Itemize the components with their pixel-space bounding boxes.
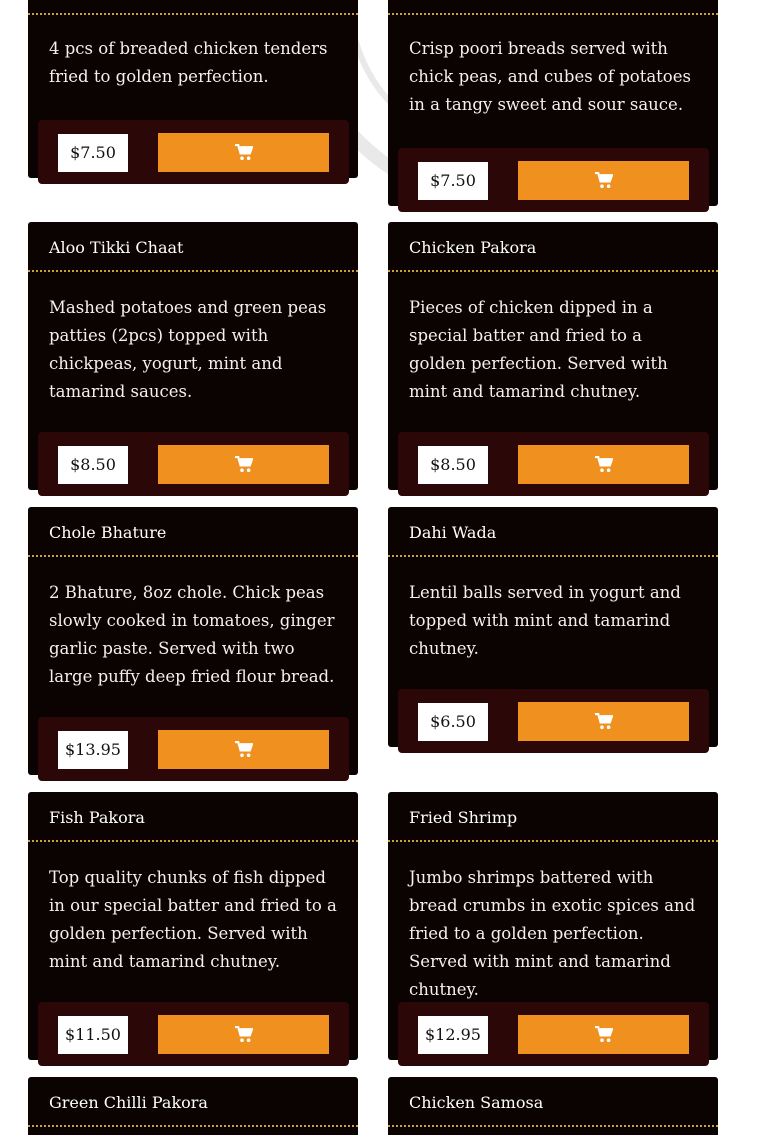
menu-item-price: $8.50 xyxy=(58,446,128,484)
menu-item-price: $8.50 xyxy=(418,446,488,484)
menu-item-card xyxy=(388,0,718,206)
shopping-cart-icon xyxy=(595,456,613,473)
shopping-cart-icon xyxy=(595,713,613,730)
menu-item-description: 2 Bhature, 8oz chole. Chick peas slowly cooked in tomatoes, ginger garlic paste. Served with two large puffy deep fried flour bread. xyxy=(49,583,335,686)
menu-item-card xyxy=(388,792,718,1060)
menu-item-card xyxy=(28,0,358,178)
menu-item-footer xyxy=(398,1002,709,1066)
menu-item-card xyxy=(28,1077,358,1135)
shopping-cart-icon xyxy=(595,172,613,189)
shopping-cart-icon xyxy=(235,1026,253,1043)
shopping-cart-icon xyxy=(595,1026,613,1043)
add-to-cart-button[interactable] xyxy=(158,133,329,172)
add-to-cart-button[interactable] xyxy=(518,1015,689,1054)
menu-item-name: Dahi Wada xyxy=(388,507,718,557)
menu-item-price: $11.50 xyxy=(58,1016,128,1054)
menu-item-footer xyxy=(398,432,709,496)
add-to-cart-button[interactable] xyxy=(158,445,329,484)
menu-item-footer xyxy=(38,1002,349,1066)
add-to-cart-button[interactable] xyxy=(518,161,689,200)
menu-item-description: Pieces of chicken dipped in a special batter and fried to a golden perfection. Served with mint and tamarind chutney. xyxy=(409,298,668,401)
menu-item-footer xyxy=(38,432,349,496)
menu-item-name xyxy=(28,0,358,15)
shopping-cart-icon xyxy=(235,144,253,161)
shopping-cart-icon xyxy=(235,456,253,473)
menu-item-footer xyxy=(398,148,709,212)
add-to-cart-button[interactable] xyxy=(158,730,329,769)
menu-item-card xyxy=(388,507,718,747)
menu-item-card xyxy=(388,1077,718,1135)
menu-item-name: Chole Bhature xyxy=(28,507,358,557)
shopping-cart-icon xyxy=(235,741,253,758)
add-to-cart-button[interactable] xyxy=(518,445,689,484)
menu-item-name: Fried Shrimp xyxy=(388,792,718,842)
menu-item-price: $6.50 xyxy=(418,703,488,741)
menu-item-footer xyxy=(398,689,709,753)
menu-item-description: Top quality chunks of fish dipped in our special batter and fried to a golden perfection. Served with mint and tamarind chutney. xyxy=(49,868,337,971)
menu-item-card xyxy=(388,222,718,490)
menu-item-name: Fish Pakora xyxy=(28,792,358,842)
menu-item-price: $13.95 xyxy=(58,731,128,769)
menu-item-footer xyxy=(38,120,349,184)
menu-item-price: $12.95 xyxy=(418,1016,488,1054)
menu-item-card xyxy=(28,507,358,775)
menu-item-description: Lentil balls served in yogurt and topped with mint and tamarind chutney. xyxy=(409,583,681,658)
menu-item-card xyxy=(28,222,358,490)
add-to-cart-button[interactable] xyxy=(158,1015,329,1054)
menu-item-description: Mashed potatoes and green peas patties (2pcs) topped with chickpeas, yogurt, mint and tamarind sauces. xyxy=(49,298,327,401)
menu-item-name: Chicken Pakora xyxy=(388,222,718,272)
menu-item-name: Aloo Tikki Chaat xyxy=(28,222,358,272)
menu-item-description: Jumbo shrimps battered with bread crumbs in exotic spices and fried to a golden perfection. Served with mint and tamarind chutney. xyxy=(409,868,696,999)
menu-item-price: $7.50 xyxy=(58,134,128,172)
menu-item-description: Crisp poori breads served with chick peas, and cubes of potatoes in a tangy sweet and sour sauce. xyxy=(409,39,691,114)
menu-item-footer xyxy=(38,717,349,781)
menu-item-name xyxy=(388,0,718,15)
menu-item-name: Chicken Samosa xyxy=(388,1077,718,1127)
menu-item-price: $7.50 xyxy=(418,162,488,200)
menu-item-description: 4 pcs of breaded chicken tenders fried to golden perfection. xyxy=(49,39,328,86)
menu-item-card xyxy=(28,792,358,1060)
menu-item-name: Green Chilli Pakora xyxy=(28,1077,358,1127)
add-to-cart-button[interactable] xyxy=(518,702,689,741)
